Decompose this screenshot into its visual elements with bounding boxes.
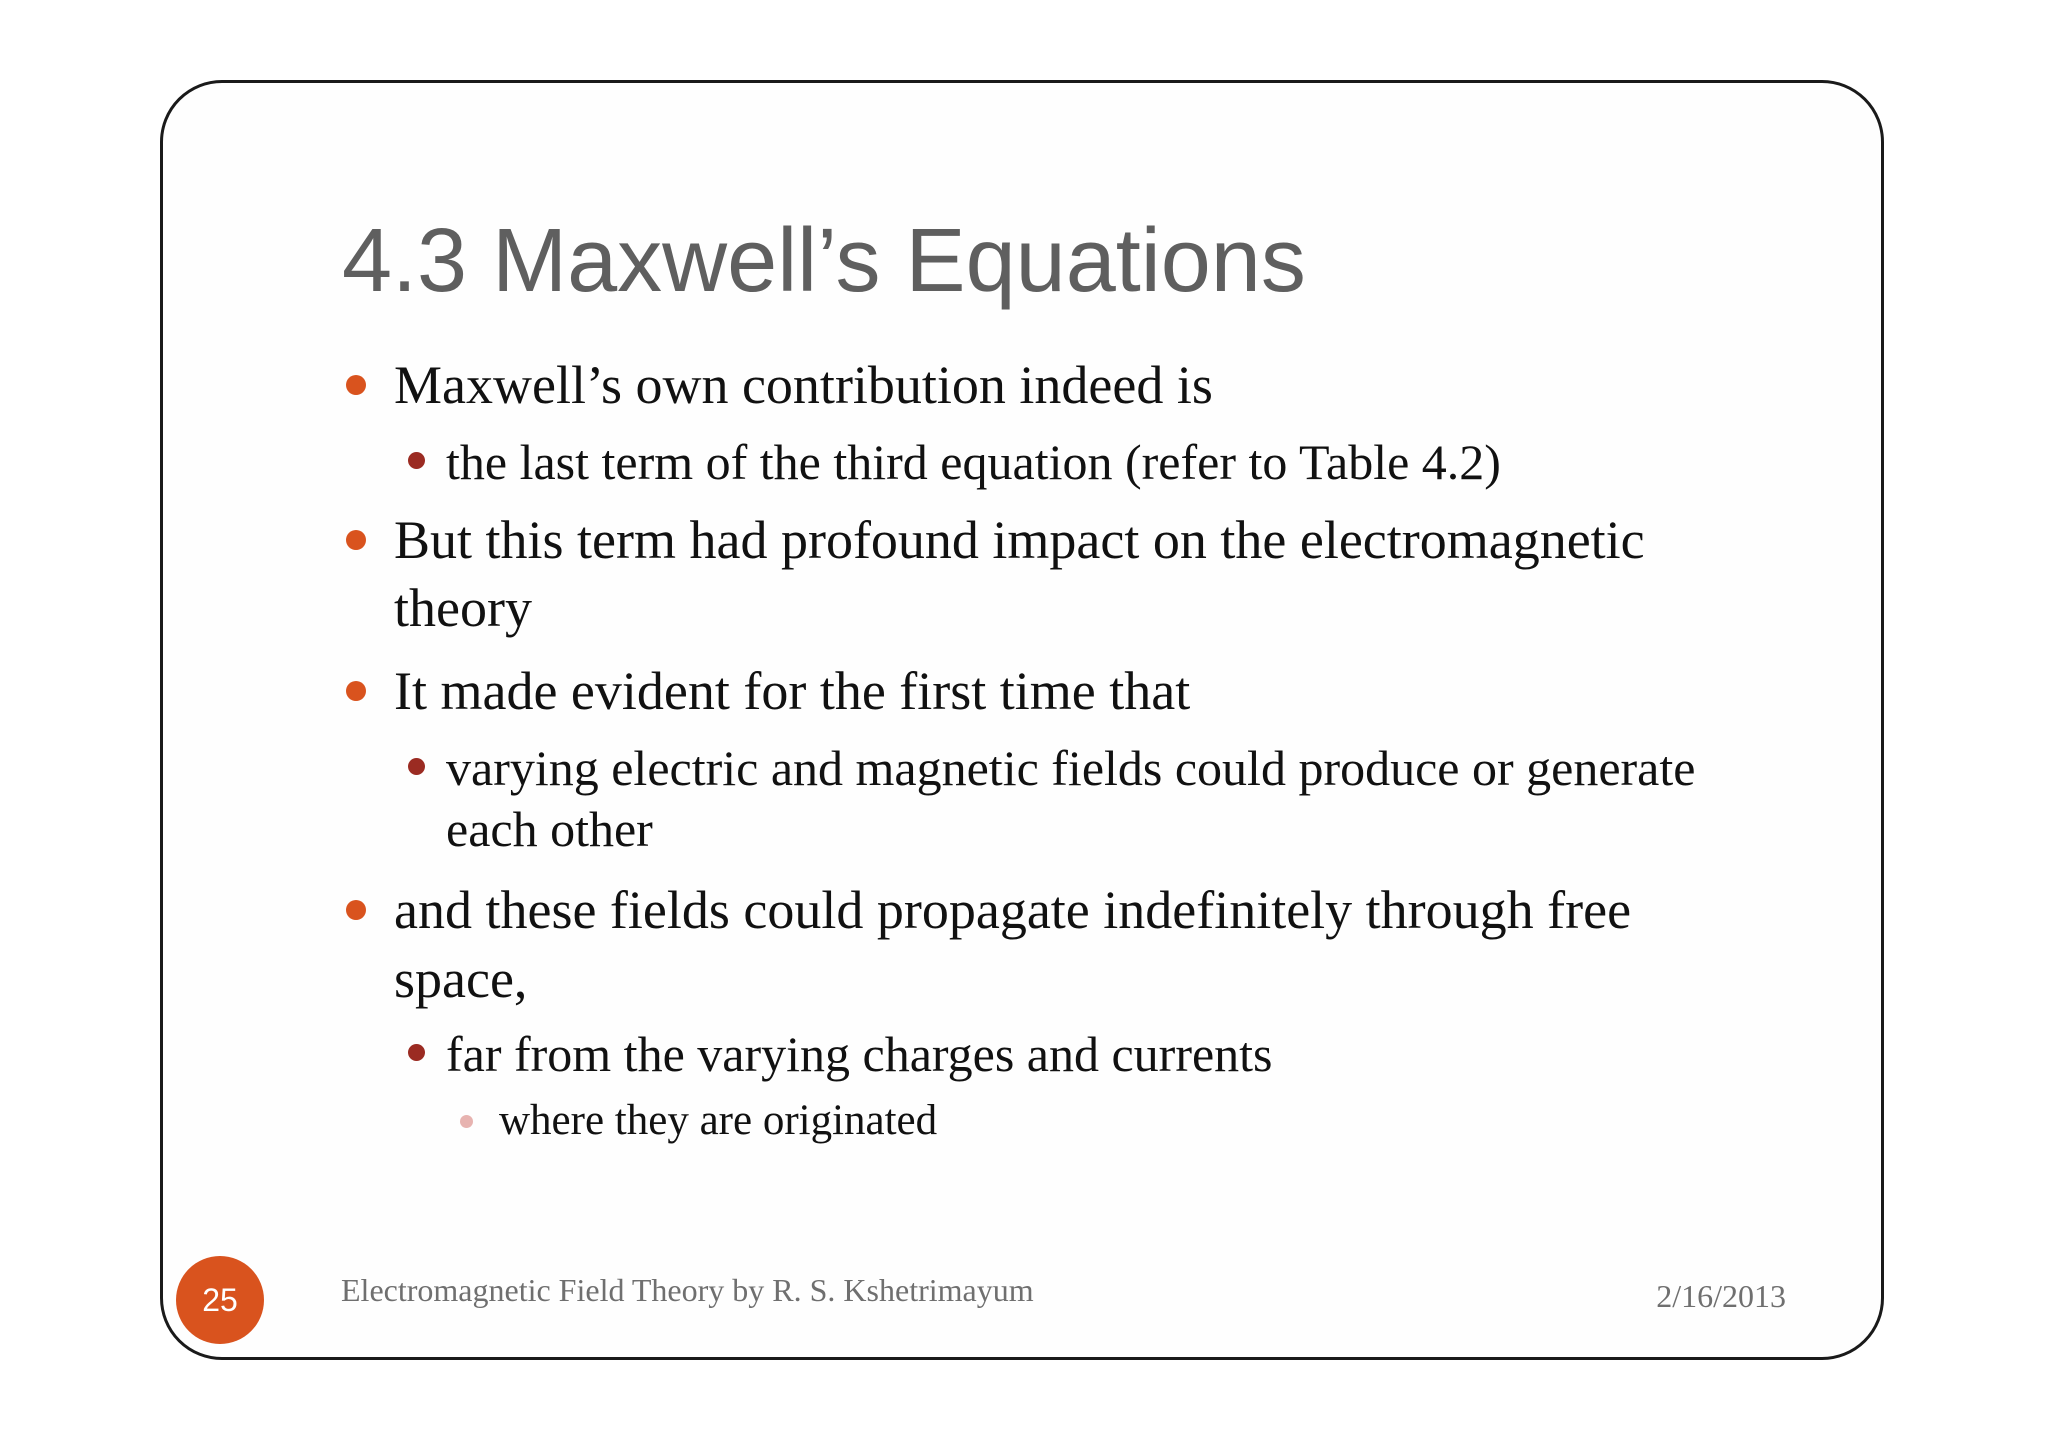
bullet-level1-icon: [346, 375, 366, 395]
slide-title: 4.3 Maxwell’s Equations: [342, 211, 1306, 311]
bullet-text: It made evident for the first time that: [394, 661, 1191, 721]
bullet-text: and these fields could propagate indefinitely through free: [394, 880, 1632, 940]
bullet-text-continuation: each other: [446, 801, 653, 857]
footer-author-text: Electromagnetic Field Theory by R. S. Kshetrimayum: [341, 1272, 1034, 1308]
bullet-level1-icon: [346, 681, 366, 701]
bullet-text: But this term had profound impact on the electromagnetic: [394, 510, 1645, 570]
bullet-level1-icon: [346, 530, 366, 550]
bullet-text-continuation: space,: [394, 949, 528, 1009]
slide-number-badge: 25: [176, 1256, 264, 1344]
bullet-level2-icon: [408, 1044, 425, 1061]
bullet-text: far from the varying charges and currents: [446, 1026, 1273, 1082]
bullet-text: varying electric and magnetic fields could produce or generate: [446, 740, 1696, 796]
bullet-level2-icon: [408, 758, 425, 775]
bullet-text: where they are originated: [499, 1097, 938, 1144]
bullet-text-continuation: theory: [394, 578, 532, 638]
footer-date: 2/16/2013: [1656, 1278, 1786, 1314]
bullet-level3-icon: [460, 1115, 473, 1128]
bullet-text: Maxwell’s own contribution indeed is: [394, 355, 1213, 415]
bullet-text: the last term of the third equation (refer to Table 4.2): [446, 434, 1501, 490]
bullet-level2-icon: [408, 452, 425, 469]
bullet-level1-icon: [346, 900, 366, 920]
